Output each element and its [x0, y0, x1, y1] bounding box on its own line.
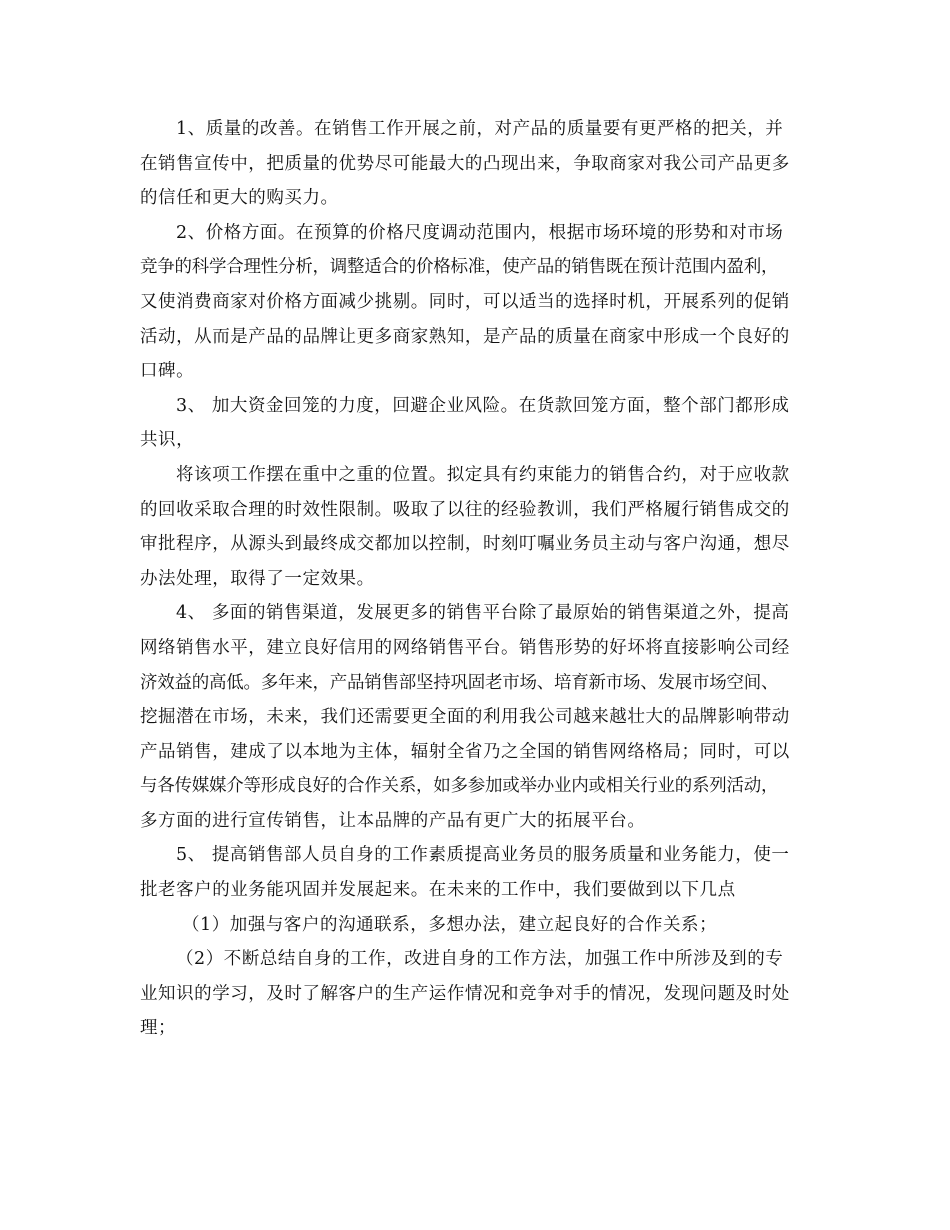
paragraph-4-line-2: 的回收采取合理的时效性限制。吸取了以往的经验教训，我们严格履行销售成交的	[140, 499, 790, 520]
paragraph-5-line-6: 与各传媒媒介等形成良好的合作关系，如多参加或举办业内或相关行业的系列活动，	[140, 776, 779, 797]
paragraph-3-line-1: 3、 加大资金回笼的力度，回避企业风险。在货款回笼方面，整个部门都形成	[176, 395, 790, 416]
list-item-2-line-3: 理；	[140, 1018, 177, 1039]
paragraph-1-line-2: 在销售宣传中，把质量的优势尽可能最大的凸现出来，争取商家对我公司产品更多	[140, 153, 790, 174]
paragraph-5-line-3: 济效益的高低。多年来，产品销售部坚持巩固老市场、培育新市场、发展市场空间、	[140, 672, 779, 693]
paragraph-1-line-3: 的信任和更大的购买力。	[140, 188, 339, 209]
paragraph-6-line-2: 批老客户的业务能巩固并发展起来。在未来的工作中，我们要做到以下几点	[140, 880, 736, 901]
list-item-2-line-2: 业知识的学习，及时了解客户的生产运作情况和竞争对手的情况，发现问题及时处	[140, 983, 790, 1004]
paragraph-1-line-1: 1、质量的改善。在销售工作开展之前，对产品的质量要有更严格的把关，并	[176, 119, 784, 139]
paragraph-5-line-5: 产品销售，建成了以本地为主体，辐射全省乃之全国的销售网络格局；同时，可以	[140, 741, 790, 762]
paragraph-2-line-2: 竞争的科学合理性分析，调整适合的价格标准，使产品的销售既在预计范围内盈利，	[140, 257, 779, 278]
paragraph-2-line-4: 活动，从而是产品的品牌让更多商家熟知，是产品的质量在商家中形成一个良好的	[140, 326, 790, 347]
paragraph-2-line-1: 2、价格方面。在预算的价格尺度调动范围内，根据市场环境的形势和对市场	[176, 222, 784, 243]
paragraph-5-line-2: 网络销售水平，建立良好信用的网络销售平台。销售形势的好坏将直接影响公司经	[140, 637, 790, 658]
paragraph-2-line-3: 又使消费商家对价格方面减少挑剔。同时，可以适当的选择时机，开展系列的促销	[140, 291, 790, 312]
paragraph-5-line-7: 多方面的进行宣传销售，让本品牌的产品有更广大的拓展平台。	[140, 810, 646, 831]
document-body	[140, 112, 830, 1046]
paragraph-4-line-1: 将该项工作摆在重中之重的位置。拟定具有约束能力的销售合约，对于应收款	[176, 464, 790, 485]
paragraph-2-line-5: 口碑。	[140, 361, 195, 382]
paragraph-5-line-4: 挖掘潜在市场，未来，我们还需要更全面的利用我公司越来越壮大的品牌影响带动	[140, 707, 790, 728]
paragraph-4-line-3: 审批程序，从源头到最终成交都加以控制，时刻叮嘱业务员主动与客户沟通，想尽	[140, 534, 790, 555]
paragraph-4-line-4: 办法处理，取得了一定效果。	[140, 568, 375, 589]
paragraph-5-line-1: 4、 多面的销售渠道，发展更多的销售平台除了最原始的销售渠道之外，提高	[176, 603, 790, 624]
paragraph-6-line-1: 5、 提高销售部人员自身的工作素质提高业务员的服务质量和业务能力，使一	[176, 845, 790, 866]
list-item-1: （1）加强与客户的沟通联系，多想办法，建立起良好的合作关系；	[182, 914, 718, 935]
paragraph-3-line-2: 共识，	[140, 430, 195, 451]
list-item-2-line-1: （2）不断总结自身的工作，改进自身的工作方法，加强工作中所涉及到的专	[176, 949, 784, 970]
